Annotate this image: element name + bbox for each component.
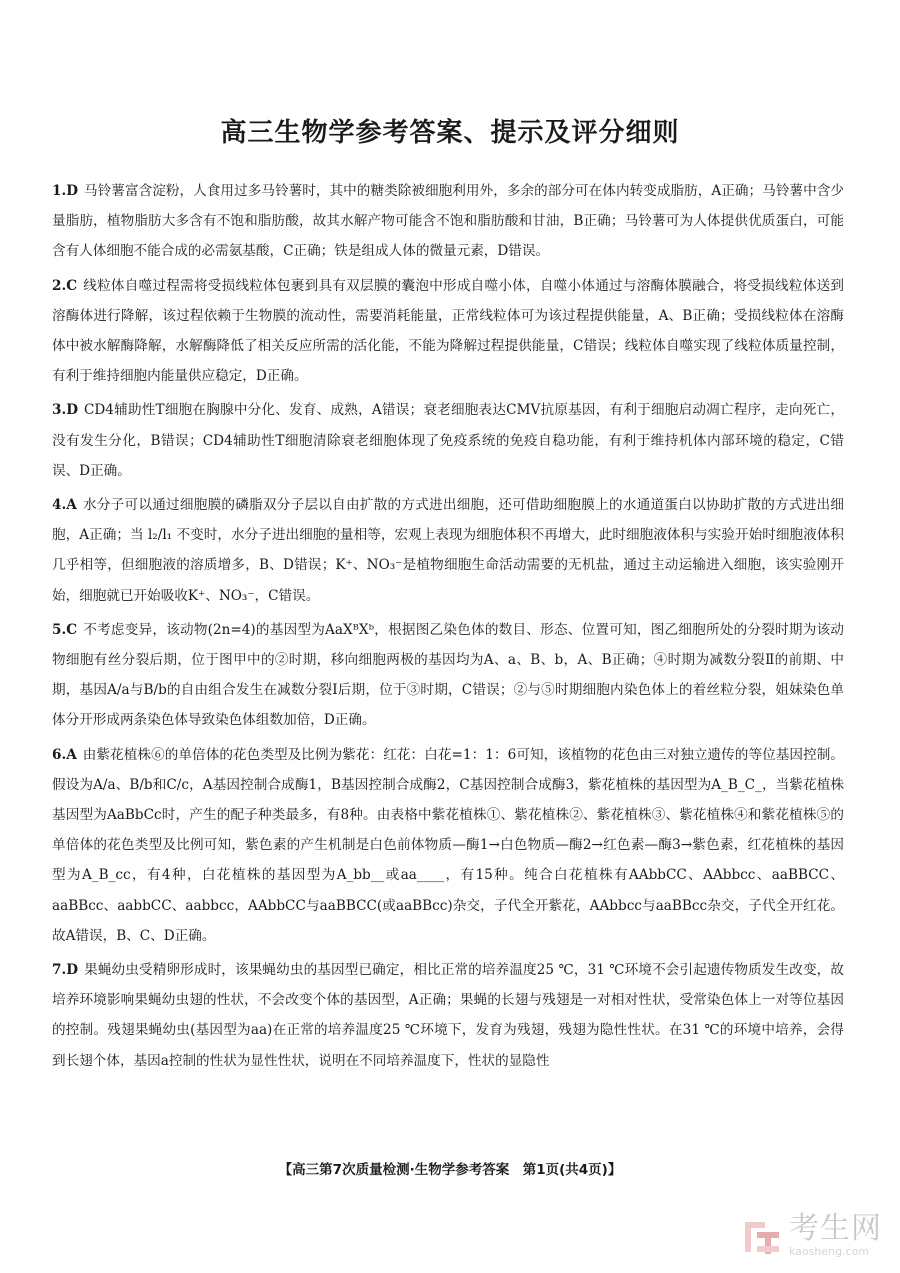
answer-number: 7.D: [52, 962, 78, 979]
answer-item: [52, 740, 844, 951]
answer-number: 5.C: [52, 621, 78, 638]
answer-item: [52, 176, 844, 267]
answer-item: [52, 395, 844, 486]
page-title: 高三生物学参考答案、提示及评分细则: [220, 118, 680, 148]
answer-text: 果蝇幼虫受精卵形成时，该果蝇幼虫的基因型已确定，相比正常的培养温度25 ℃，31 ℃环境不会引起遗传物质发生改变，故培养环境影响果蝇幼虫翅的性状，不会改变个体的基因型，A正确；果蝇的长翅与残翅是一对相对性状，受常染色体上一对等位基因的控制。残翅果蝇幼虫(基因型为aa)在正常的培养温度25 ℃环境下，发育为残翅，残翅为隐性性状。在31 ℃的环境中培养，会得到长翅个体，基因a控制的性状为显性性状，说明在不同培养温度下，性状的显隐性: [52, 962, 844, 1069]
page-footer: 【高三第7次质量检测·生物学参考答案 第1页(共4页)】: [278, 1162, 622, 1178]
answer-item: [52, 490, 844, 611]
answer-number: 6.A: [52, 746, 77, 763]
answer-number: 1.D: [52, 183, 78, 199]
site-logo-icon: [743, 1216, 783, 1256]
answer-text: 马铃薯富含淀粉，人食用过多马铃薯时，其中的糖类除被细胞利用外，多余的部分可在体内转变成脂肪，A正确；马铃薯中含少量脂肪，植物脂肪大多含有不饱和脂肪酸，故其水解产物可能含不饱和脂肪酸和甘油，B正确；马铃薯可为人体提供优质蛋白，可能含有人体细胞不能合成的必需氨基酸，C正确；铁是组成人体的微量元素，D错误。: [52, 183, 844, 260]
watermark: [743, 1211, 882, 1258]
watermark-url: kaosheng.com: [789, 1245, 870, 1258]
answer-number: 4.A: [52, 497, 77, 514]
answer-text: 线粒体自噬过程需将受损线粒体包裹到具有双层膜的囊泡中形成自噬小体，自噬小体通过与溶酶体膜融合，将受损线粒体送到溶酶体进行降解，该过程依赖于生物膜的流动性，需要消耗能量，正常线粒体可为该过程提供能量，A、B正确；受损线粒体在溶酶体中被水解酶降解，水解酶降低了相关反应所需的活化能，不能为降解过程提供能量，C错误；线粒体自噬实现了线粒体质量控制，有利于维持细胞内能量供应稳定，D正确。: [52, 277, 844, 385]
answer-text: 由紫花植株⑥的单倍体的花色类型及比例为紫花：红花：白花=1：1：6可知，该植物的花色由三对独立遗传的等位基因控制。假设为A/a、B/b和C/c，A基因控制合成酶1，B基因控制合成酶2，C基因控制合成酶3，紫花植株的基因型为A_B_C_，当紫花植株基因型为AaBbCc时，产生的配子种类最多，有8种。由表格中紫花植株①、紫花植株②、紫花植株③、紫花植株④和紫花植株⑤的单倍体的花色类型及比例可知，紫色素的产生机制是白色前体物质—酶1→白色物质—酶2→红色素—酶3→紫色素，红花植株的基因型为A_B_cc，有4种，白花植株的基因型为A_bb__或aa____，有15种。纯合白花植株有AAbbCC、AAbbcc、aaBBCC、aaBBcc、aabbCC、aabbcc，AAbbCC与aaBBCC(或aaBBcc)杂交，子代全开紫花，AAbbcc与aaBBcc杂交，子代全开红花。故A错误，B、C、D正确。: [52, 746, 844, 944]
answer-item: [52, 615, 844, 736]
answer-text: CD4辅助性T细胞在胸腺中分化、发育、成熟，A错误；衰老细胞表达CMV抗原基因，有利于细胞启动凋亡程序，走向死亡，没有发生分化，B错误；CD4辅助性T细胞清除衰老细胞体现了免疫系统的免疫自稳功能，有利于维持机体内部环境的稳定，C错误、D正确。: [52, 402, 844, 479]
answer-text: 不考虑变异，该动物(2n=4)的基因型为AaXᴮXᵇ，根据图乙染色体的数目、形态、位置可知，图乙细胞所处的分裂时期为该动物细胞有丝分裂后期，位于图甲中的②时期，移向细胞两极的基因均为A、a、B、b，A、B正确；④时期为减数分裂Ⅱ的前期、中期，基因A/a与B/b的自由组合发生在减数分裂Ⅰ后期，位于③时期，C错误；②与⑤时期细胞内染色体上的着丝粒分裂，姐妹染色单体分开形成两条染色体导致染色体组数加倍，D正确。: [52, 621, 844, 729]
answer-list: [52, 176, 844, 1080]
answer-item: [52, 271, 844, 392]
answer-number: 2.C: [52, 277, 78, 294]
answer-item: [52, 955, 844, 1076]
answer-text: 水分子可以通过细胞膜的磷脂双分子层以自由扩散的方式进出细胞，还可借助细胞膜上的水通道蛋白以协助扩散的方式进出细胞，A正确；当 l₂/l₁ 不变时，水分子进出细胞的量相等，宏观上表现为细胞体积不再增大，此时细胞液体积与实验开始时细胞液体积几乎相等，但细胞液的溶质增多，B、D错误；K⁺、NO₃⁻是植物细胞生命活动需要的无机盐，通过主动运输进入细胞，该实验刚开始，细胞就已开始吸收K⁺、NO₃⁻，C错误。: [52, 497, 844, 604]
watermark-title: 考生网: [789, 1211, 882, 1246]
answer-number: 3.D: [52, 402, 78, 419]
